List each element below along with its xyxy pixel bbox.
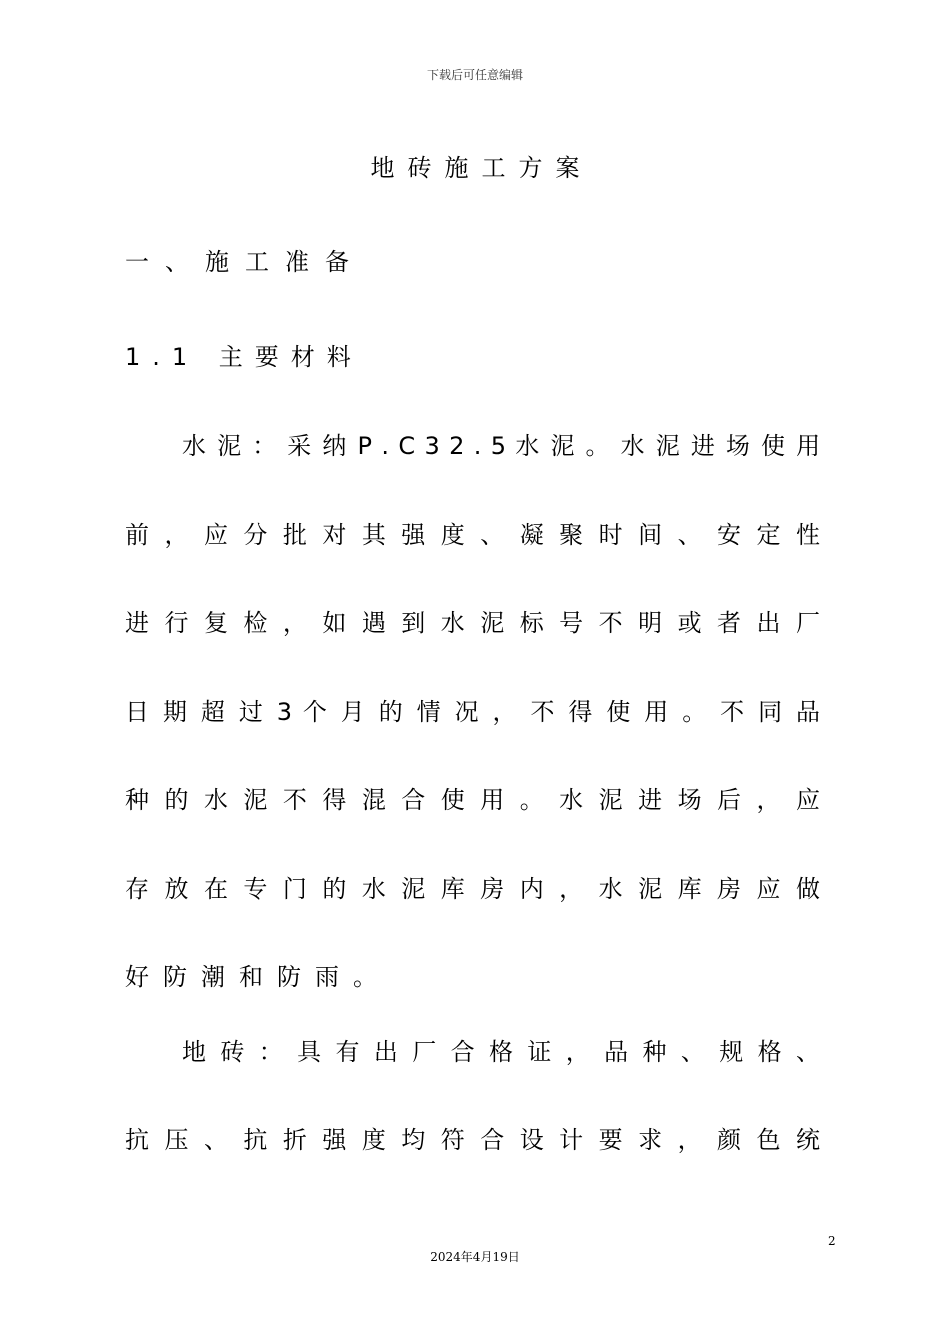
document-title: 地砖施工方案 [370,154,593,182]
paragraph-line: 水 泥 ： 采 纳 P . C 3 2 . 5 水 泥 。 水 泥 进 场 使 用 [182,432,821,460]
paragraph-line: 好防潮和防雨。 [125,963,391,991]
paragraph-line: 地 砖 ： 具 有 出 厂 合 格 证 ， 品 种 、 规 格 、 [182,1038,820,1066]
paragraph-line: 种 的 水 泥 不 得 混 合 使 用 。 水 泥 进 场 后 ， 应 [125,786,820,814]
paragraph-line: 进 行 复 检 ， 如 遇 到 水 泥 标 号 不 明 或 者 出 厂 [125,609,820,637]
paragraph-line: 前 ， 应 分 批 对 其 强 度 、 凝 聚 时 间 、 安 定 性 [125,521,820,549]
section-heading: 一、施工准备 [125,248,365,276]
footer-date: 2024年4月19日 [430,1250,520,1264]
page-number: 2 [828,1234,836,1248]
paragraph-line: 存 放 在 专 门 的 水 泥 库 房 内 ， 水 泥 库 房 应 做 [125,875,820,903]
sub-heading: 1.1 主要材料 [125,343,363,371]
header-note: 下载后可任意编辑 [426,68,523,82]
paragraph-line: 抗 压 、 抗 折 强 度 均 符 合 设 计 要 求 ， 颜 色 统 [125,1126,820,1154]
paragraph-line: 日 期 超 过 3 个 月 的 情 况 ， 不 得 使 用 。 不 同 品 [125,698,820,726]
